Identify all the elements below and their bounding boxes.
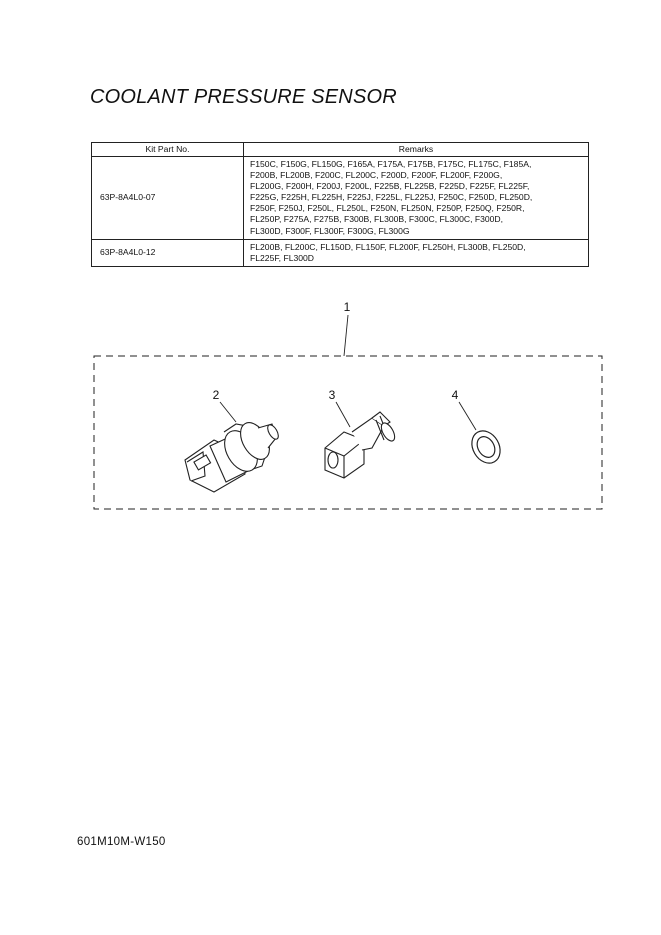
callout-leader-1 <box>344 315 348 356</box>
remarks-line: FL200G, F200H, F200J, F200L, F225B, FL225B, F225D, F225F, FL225F, <box>250 181 530 192</box>
table-row <box>92 157 589 240</box>
washer-icon <box>466 426 506 468</box>
remarks-line: FL250P, F275A, F275B, F300B, FL300B, F300C, FL300C, F300D, <box>250 214 504 225</box>
column-header-remarks: Remarks <box>244 143 589 157</box>
column-header-kit-part-no: Kit Part No. <box>92 143 244 157</box>
remarks-line: FL200B, FL200C, FL150D, FL150F, FL200F, FL250H, FL300B, FL250D, <box>250 241 526 252</box>
exploded-parts-diagram <box>0 290 661 520</box>
remarks-line: F150C, F150G, FL150G, F165A, F175A, F175B, F175C, FL175C, F185A, <box>250 159 532 169</box>
remarks-line: F200B, FL200B, F200C, FL200C, F200D, F200F, FL200F, F200G, <box>250 170 503 181</box>
remarks-line: FL300D, F300F, FL300F, F300G, FL300G <box>250 225 410 236</box>
kit-part-number: 63P-8A4L0-07 <box>92 157 244 240</box>
remarks-cell <box>244 239 589 266</box>
callout-number-2: 2 <box>212 388 220 402</box>
remarks-line: F250F, F250J, F250L, FL250L, F250N, FL250N, F250P, F250Q, F250R, <box>250 203 525 214</box>
page-title: COOLANT PRESSURE SENSOR <box>90 86 397 108</box>
callout-leader-2 <box>220 402 236 422</box>
callout-number-1: 1 <box>343 300 351 314</box>
document-code: 601M10M-W150 <box>77 836 166 848</box>
kit-table <box>91 142 589 267</box>
kit-boundary-dashed <box>94 356 602 509</box>
pressure-sensor-icon <box>185 418 280 492</box>
remarks-cell <box>244 157 589 240</box>
adapter-fitting-icon <box>325 412 397 478</box>
remarks-line: F225G, F225H, FL225H, F225J, F225L, FL225J, F250C, F250D, FL250D, <box>250 192 533 203</box>
callout-number-4: 4 <box>451 388 459 402</box>
callout-leader-3 <box>336 402 350 427</box>
table-header-row <box>92 143 589 157</box>
callout-number-3: 3 <box>328 388 336 402</box>
callout-leader-4 <box>459 402 476 430</box>
remarks-line: FL225F, FL300D <box>250 252 315 263</box>
kit-part-number: 63P-8A4L0-12 <box>92 239 244 266</box>
table-row <box>92 239 589 266</box>
